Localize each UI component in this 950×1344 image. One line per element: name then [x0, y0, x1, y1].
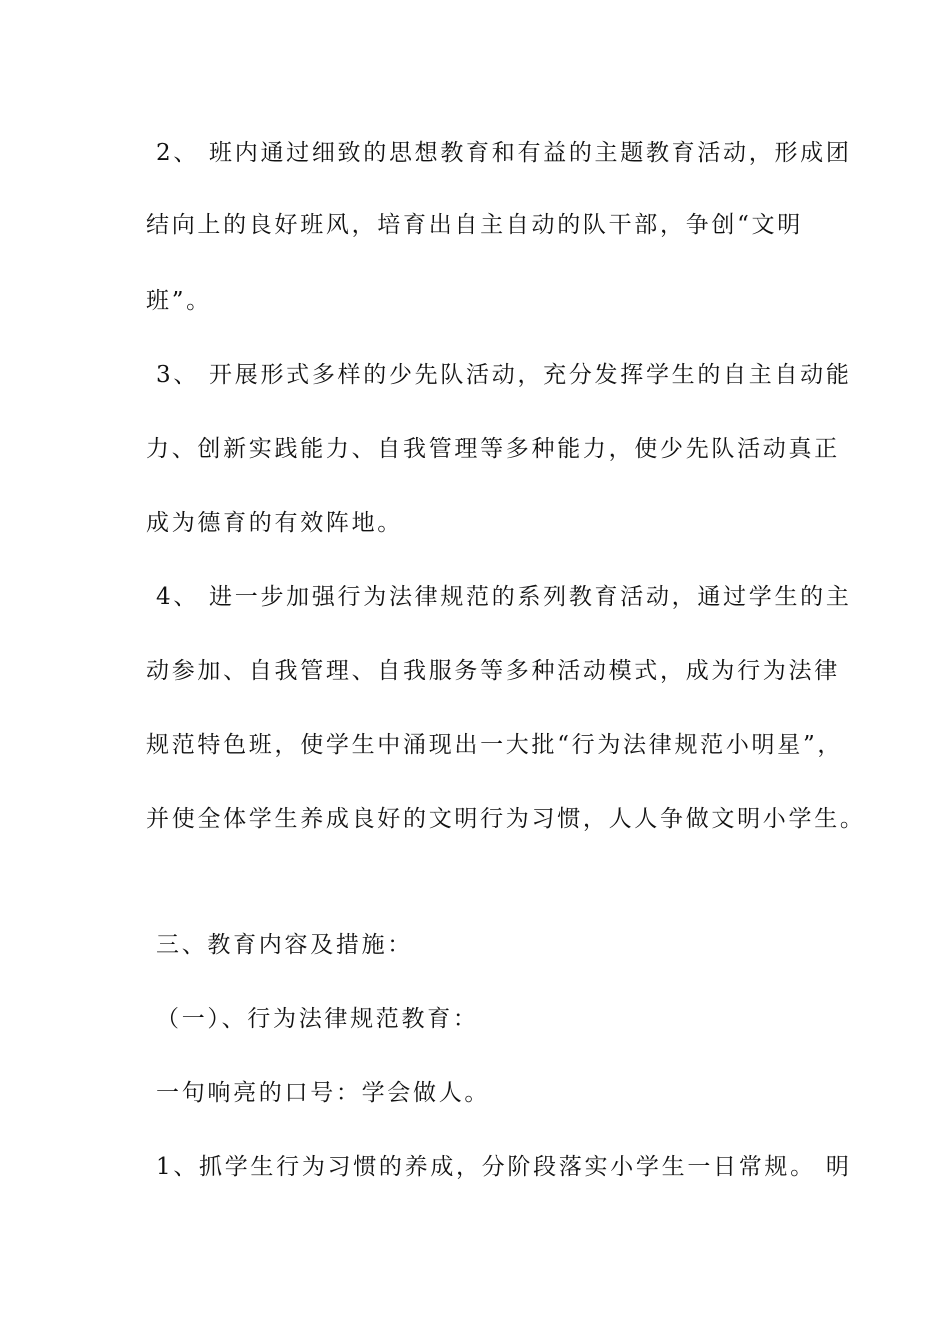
subsection-heading: （一）、行为法律规范教育：: [156, 1006, 479, 1032]
item-3-line-1: 3、 开展形式多样的少先队活动，充分发挥学生的自主自动能: [156, 362, 852, 388]
section-heading: 三、教育内容及措施：: [156, 932, 413, 958]
item-2-line-1: 2、 班内通过细致的思想教育和有益的主题教育活动，形成团: [156, 140, 852, 166]
item-2-line-3: 班”。: [146, 288, 212, 314]
item-4-line-1: 4、 进一步加强行为法律规范的系列教育活动，通过学生的主: [156, 584, 852, 610]
item-4-line-3: 规范特色班，使学生中涌现出一大批“行为法律规范小明星”，: [146, 732, 844, 758]
item-3-line-3: 成为德育的有效阵地。: [146, 510, 403, 536]
item-4-line-4: 并使全体学生养成良好的文明行为习惯，人人争做文明小学生。: [146, 806, 866, 832]
item-4-line-2: 动参加、自我管理、自我服务等多种活动模式，成为行为法律: [146, 658, 840, 684]
slogan-line: 一句响亮的口号：学会做人。: [156, 1080, 491, 1106]
item-3-line-2: 力、创新实践能力、自我管理等多种能力，使少先队活动真正: [146, 436, 840, 462]
measure-1-line-1: 1、抓学生行为习惯的养成，分阶段落实小学生一日常规。 明: [156, 1154, 852, 1180]
item-2-line-2: 结向上的良好班风，培育出自主自动的队干部，争创“文明: [146, 212, 803, 238]
